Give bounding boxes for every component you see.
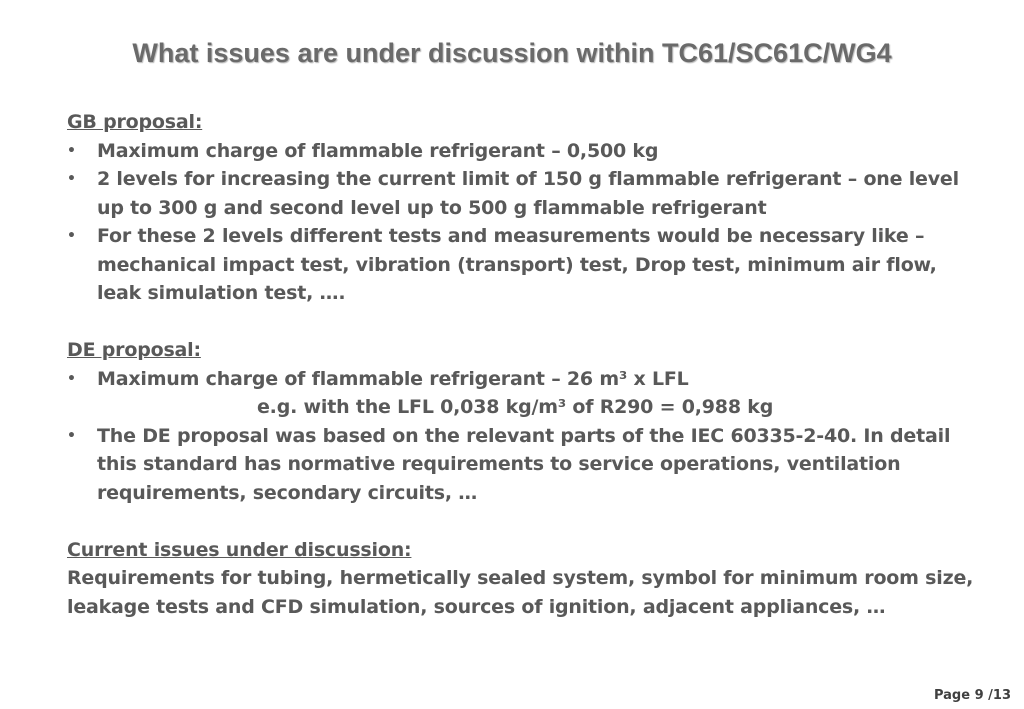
gb-bullet-text: 2 levels for increasing the current limit of 150 g flammable refrigerant – one level up to 300 g and second level up to 500 g flammable refrigerant [97, 168, 959, 219]
current-issues-text: Requirements for tubing, hermetically sealed system, symbol for minimum room size, leakage tests and CFD simulation, sources of ignition, adjacent appliances, … [67, 567, 974, 618]
current-issues-section [67, 536, 987, 622]
slide-content [67, 108, 987, 650]
current-issues-heading: Current issues under discussion: [67, 538, 412, 561]
de-example-text: e.g. with the LFL 0,038 kg/m³ of R290 = 0,988 kg [257, 396, 774, 418]
bullet-icon: • [67, 427, 76, 444]
de-bullet-text: The DE proposal was based on the relevant parts of the IEC 60335-2-40. In detail this standard has normative requirements to service operations, ventilation requirements, secondary circuits, … [97, 424, 951, 504]
bullet-icon: • [67, 142, 76, 159]
bullet-icon: • [67, 370, 76, 387]
de-proposal-section [67, 336, 987, 507]
gb-bullet-text: Maximum charge of flammable refrigerant – 0,500 kg [97, 139, 659, 162]
gb-proposal-section [67, 108, 987, 308]
de-proposal-list [67, 365, 987, 508]
list-item [67, 165, 987, 222]
list-item [67, 365, 987, 422]
page-number: Page 9 /13 [933, 688, 1011, 703]
bullet-icon: • [67, 228, 76, 244]
slide-title: What issues are under discussion within TC61/SC61C/WG4 [132, 38, 892, 68]
list-item [67, 137, 987, 166]
de-bullet-text: Maximum charge of flammable refrigerant – 26 m³ x LFL [97, 367, 689, 390]
de-proposal-heading: DE proposal: [67, 339, 201, 361]
gb-bullet-text: For these 2 levels different tests and measurements would be necessary like – mechanical impact test, vibration (transport) test, Drop test, minimum air flow, leak simulation test, …. [97, 225, 937, 304]
gb-proposal-heading: GB proposal: [67, 111, 203, 133]
bullet-icon: • [67, 171, 76, 187]
gb-proposal-list [67, 137, 987, 308]
list-item [67, 222, 987, 308]
list-item [67, 422, 987, 508]
